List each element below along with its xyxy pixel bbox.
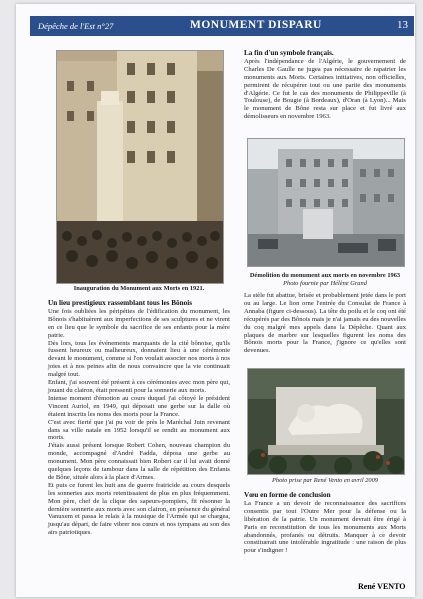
page-number: 13 bbox=[397, 19, 408, 31]
right-top-heading: La fin d'un symbole français. bbox=[244, 49, 334, 57]
page-header bbox=[30, 16, 414, 36]
building-photo-illustration bbox=[57, 51, 223, 283]
right-mid-article bbox=[244, 292, 406, 355]
demolition-credit: Photo fournie par Hélène Grand bbox=[283, 280, 367, 287]
left-paragraph: C'est avec fierté que j'ai pu voir de près le Maréchal Juin revenant dans sa ville natale en 1952 lorsqu'il se rendit au monument aux morts. bbox=[48, 418, 230, 442]
demolition-illustration bbox=[248, 139, 404, 266]
right-top-article bbox=[244, 50, 406, 121]
left-paragraph: Dès lors, tous les événements marquants de la cité bônoise, qu'ils fussent heureux ou malheureux, donnaient lieu à une cérémonie devant le monument, comme si l'on voulait associer nos morts à nos joies et à nos peines afin de nous convaincre que la vie continuait malgré tout. bbox=[48, 339, 230, 379]
conclusion-heading: Vœu en forme de conclusion bbox=[244, 491, 331, 499]
author-signature: René VENTO bbox=[358, 582, 406, 591]
lion-photo bbox=[247, 368, 405, 475]
issue-label: Dépêche de l'Est n°27 bbox=[38, 21, 114, 31]
right-mid-text: La stèle fut abattue, brisée et probablement jetée dans le port ou au large. Le lion orne l'entrée du Consulat de France à Annaba (figure ci-dessous). La tête du poilu et le coq ont été récupérés par des Bônois mais je n'ai jamais eu des nouvelles du coq malgré mes appels dans la Dépêche. Quant aux plaques de marbre sur lesquelles figurent les noms des Bônois morts pour la France, j'ignore ce qu'elles sont devenues. bbox=[244, 292, 406, 355]
left-article-heading: Un lieu prestigieux rassemblant tous les Bônois bbox=[48, 299, 193, 307]
inauguration-photo bbox=[56, 50, 224, 284]
left-paragraph: Enfant, j'ai souvent été présent à ces cérémonies avec mon père qui, jouant du clairon, était pressenti pour la sonnerie aux morts. bbox=[48, 379, 230, 394]
lion-illustration bbox=[248, 369, 404, 474]
page-title: MONUMENT DISPARU bbox=[190, 19, 322, 31]
conclusion-text: La France a un devoir de reconnaissance des sacrifices consentis par tout l'Outre Mer pour la défense ou la libération de la patrie. Un monument devrait être érigé à Paris en reconstitution de tous les monuments aux Morts abandonnés, profanés ou détruits. Manquer à ce devoir constituerait une intolérable ingratitude : une raison de plus pour s'indigner ! bbox=[244, 499, 406, 555]
inauguration-caption: Inauguration du Monument aux Morts en 1921. bbox=[73, 285, 205, 292]
left-article bbox=[48, 300, 230, 537]
left-paragraph: Intense moment d'émotion au cours duquel j'ai côtoyé le président Vincent Auriol, en 1949, qui déposait une gerbe sur la dalle où étaient inscrits les noms des morts pour la France. bbox=[48, 394, 230, 418]
demolition-caption: Démolition du monument aux morts en novembre 1963 bbox=[249, 272, 401, 279]
left-paragraph: Et puis ce furent les huit ans de guerre fratricide au cours desquels les sonneries aux morts retentissaient de plus en plus fréquemment. Mon père, chef de la clique des sapeurs-pompiers, fit résonner la dernière sonnerie aux morts avec son clairon, en présence du général Vanuxem et passa le relais à la musique de l'Armée qui se chargea, jusqu'au départ, de faire vibrer nos cœurs et nos tympans au son des airs patriotiques. bbox=[48, 481, 230, 537]
demolition-photo bbox=[247, 138, 405, 267]
right-top-text: Après l'indépendance de l'Algérie, le gouvernement de Charles De Gaulle ne jugea pas nécessaire de rapatrier les monuments aux Morts. Certaines initiatives, non officielles, permirent de récupérer tout ou une partie des monuments d'Algérie. Ce fut le cas des monuments de Philippeville (à Toulouse), de Bougie (à Bordeaux), d'Oran (à Lyon)... Mais le monument de Bône resta sur place et fut livré aux démolisseurs en novembre 1963. bbox=[244, 57, 406, 121]
right-bottom-article bbox=[244, 492, 406, 555]
lion-credit: Photo prise par René Vento en avril 2009 bbox=[272, 477, 378, 484]
left-paragraph: J'étais aussi présent lorsque Robert Cohen, nouveau champion du monde, accompagné d'André Fadda, déposa une gerbe au monument. Mon père connaissait bien Robert car il lui avait donné quelques leçons de tambour dans la salle de répétition des Enfants de Bône, située alors à la place d'Armes. bbox=[48, 442, 230, 481]
left-paragraph: Une fois oubliées les péripéties de l'édification du monument, les Bônois s'habituèrent aux imperfections de ses sculptures et ne virent en ce lieu que le symbole du sacrifice de ses enfants pour la mère patrie. bbox=[48, 307, 230, 339]
